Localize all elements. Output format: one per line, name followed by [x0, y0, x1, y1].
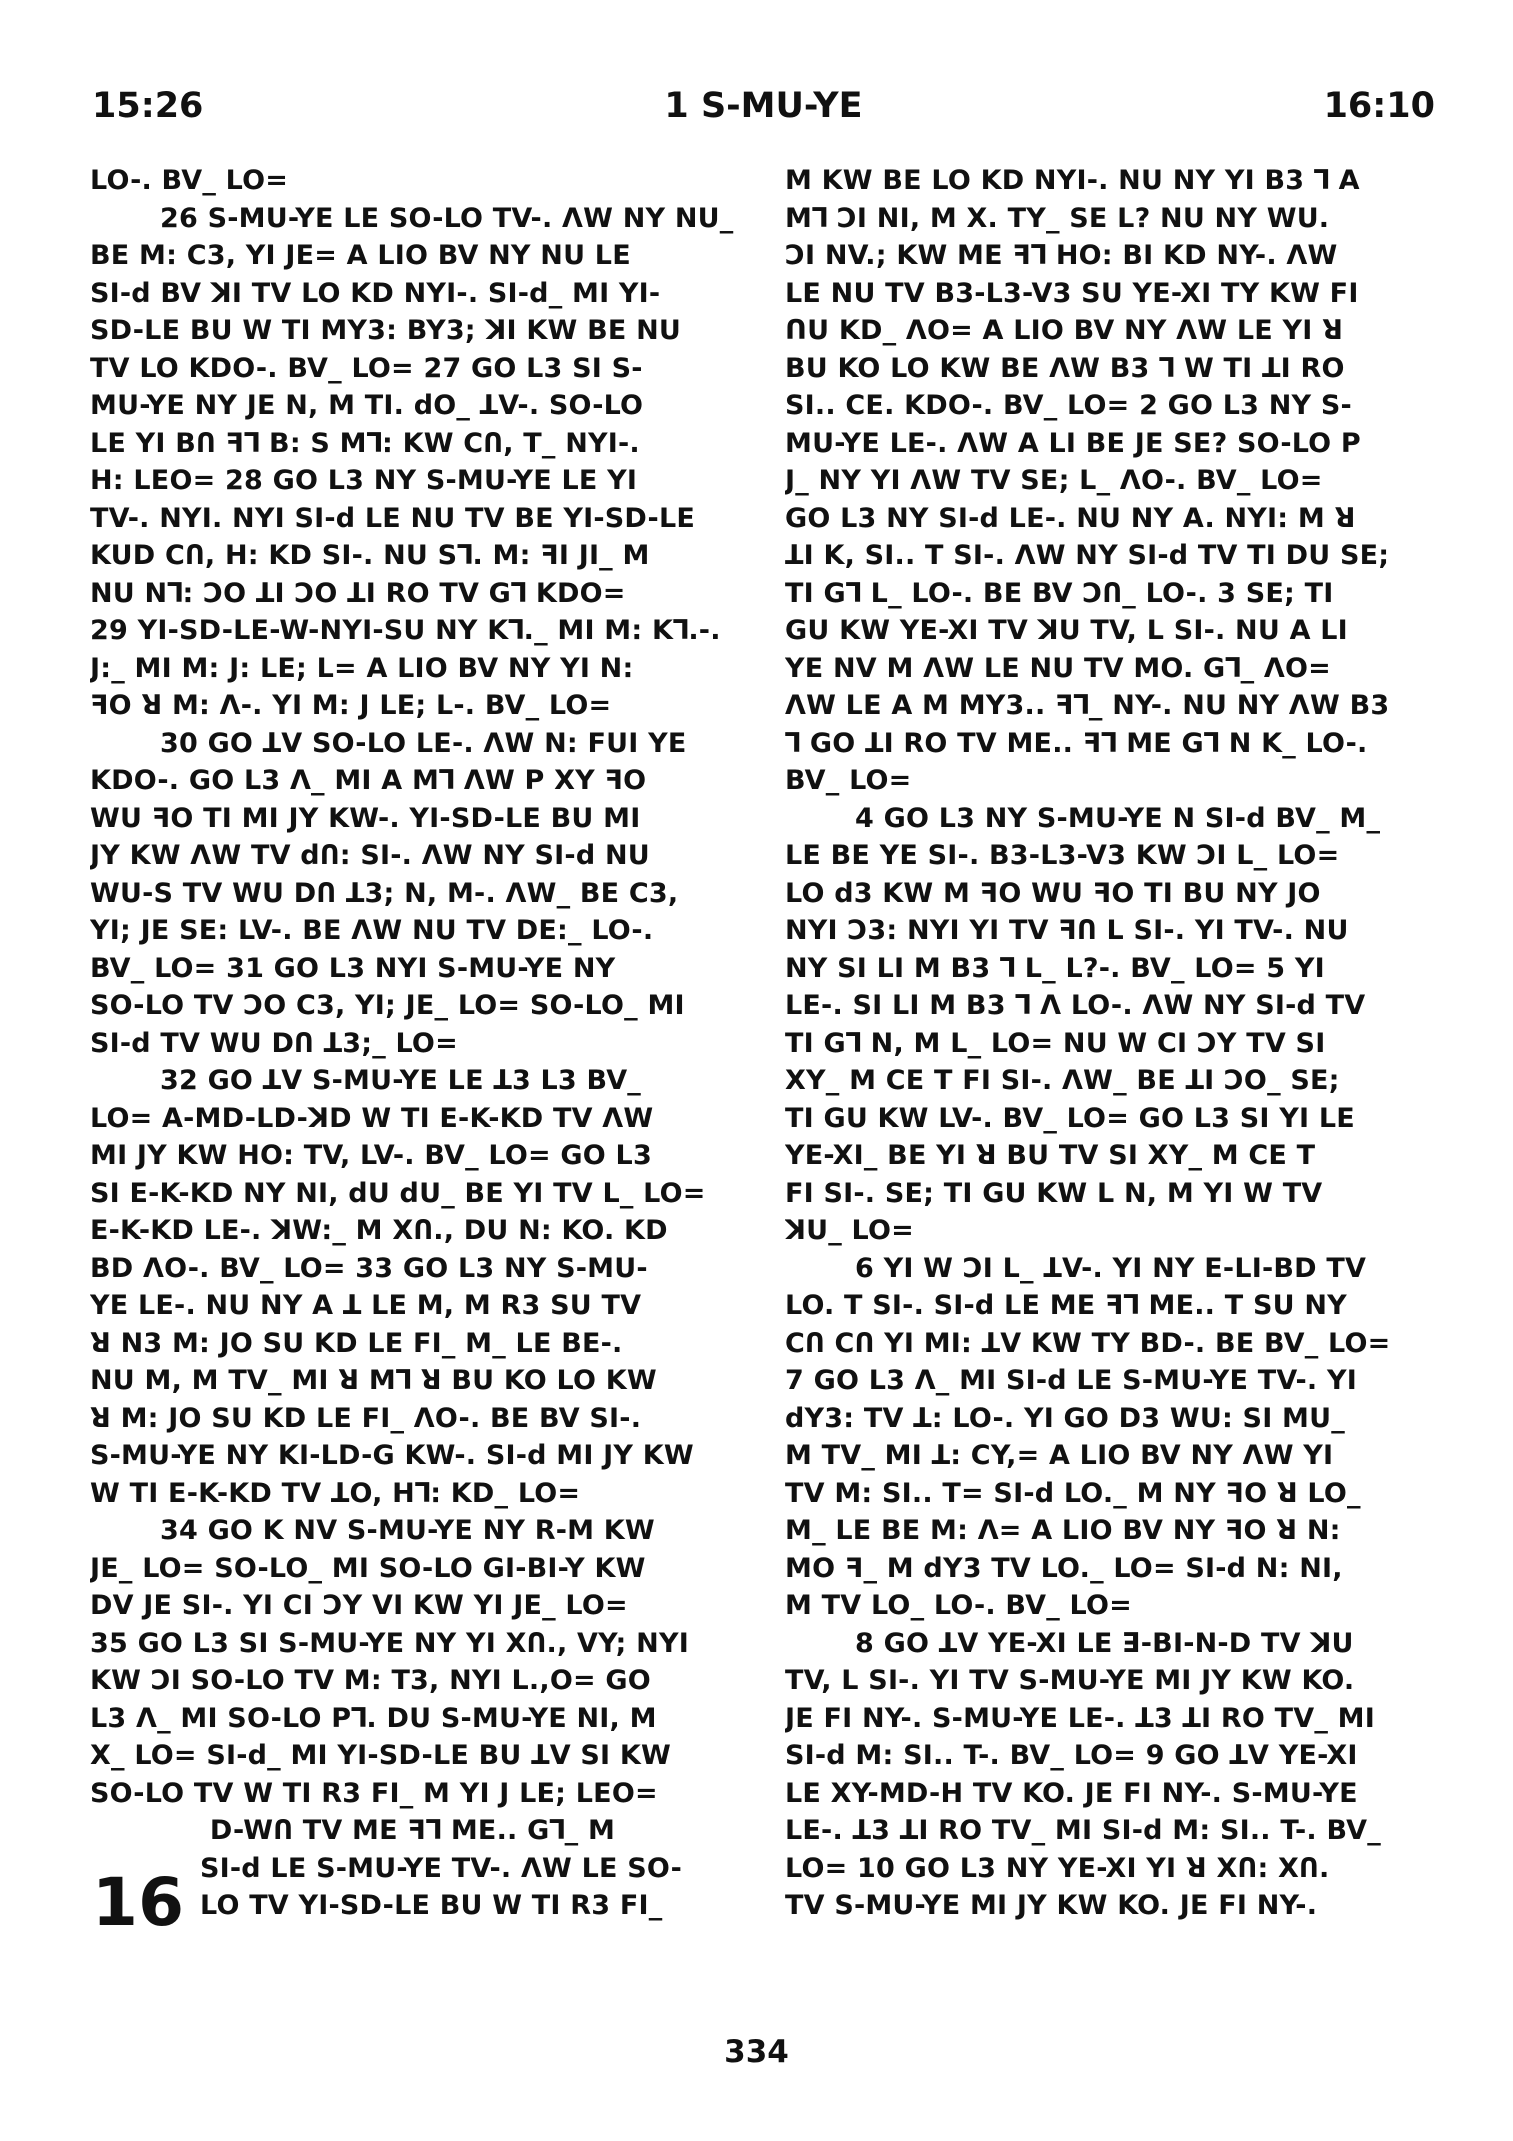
- text-line: DV JE SI-. YI CI ƆY VI KW YI JE_ LO=: [90, 1590, 628, 1621]
- text-line: JY KW ΛW TV dՈ: SI-. ΛW NY SI-d NU: [90, 840, 650, 871]
- text-line: MO ꟻ_ M dY3 TV LO._ LO= SI-d N: NI,: [785, 1552, 1343, 1584]
- text-line: TV-. NYI. NYI SI-d LE NU TV BE YI-SD-LE: [90, 502, 696, 534]
- text-line: ꟻO ꓤ M: Λ-. YI M: J LE; L-. BV_ LO=: [90, 690, 612, 721]
- text-line: ꓘU_ LO=: [785, 1215, 914, 1246]
- text-line: LE BE YE SI-. B3-L3-V3 KW ƆI L_ LO=: [785, 840, 1340, 871]
- text-line: 34 GO K NV S-MU-YE NY R-M KW: [160, 1515, 655, 1546]
- left-column-lines: [90, 162, 735, 1812]
- chapter-start: [90, 1850, 735, 1941]
- text-line: ꓕI K, SI.. T SI-. ΛW NY SI-d TV TI DU SE;: [785, 540, 1390, 571]
- section-heading: D-WՈ TV ME ꟻꓶ ME.. Gꓶ_ M: [209, 1815, 616, 1846]
- text-line: ꓤ M: JO SU KD LE FI_ ΛO-. BE BV SI-.: [90, 1402, 642, 1434]
- text-line: TV M: SI.. T= SI-d LO._ M NY ꟻO ꓤ LO_: [785, 1477, 1361, 1509]
- text-line: SI-d BV ꓘI TV LO KD NYI-. SI-d_ MI YI-: [90, 277, 661, 309]
- text-line: LO d3 KW M ꟻO WU ꟻO TI BU NY JO: [785, 877, 1321, 909]
- chapter-lines: [90, 1850, 735, 1925]
- text-line: Mꓶ ƆI NI, M X. TY_ SE L? NU NY WU.: [785, 202, 1330, 234]
- header-left-reference: 15:26: [92, 86, 204, 126]
- text-line: TV S-MU-YE MI JY KW KO. JE FI NY-.: [785, 1890, 1318, 1921]
- text-line: J_ NY YI ΛW TV SE; L_ ΛO-. BV_ LO=: [785, 465, 1323, 496]
- text-line: M_ LE BE M: Λ= A LIO BV NY ꟻO ꓤ N:: [785, 1515, 1341, 1546]
- text-line: TV, L SI-. YI TV S-MU-YE MI JY KW KO.: [785, 1665, 1355, 1696]
- text-line: M TV_ MI ꓕ: CY,= A LIO BV NY ΛW YI: [785, 1440, 1334, 1471]
- text-line: LO. T SI-. SI-d LE ME ꟻꓶ ME.. T SU NY: [785, 1290, 1347, 1321]
- text-line: SI-d LE S-MU-YE TV-. ΛW LE SO-: [200, 1852, 682, 1884]
- text-line: YE LE-. NU NY A ꓕ LE M, M R3 SU TV: [90, 1290, 642, 1321]
- text-line: LE-. SI LI M B3 ꓶ Λ LO-. ΛW NY SI-d TV: [785, 990, 1366, 1021]
- text-line: YI; JE SE: LV-. BE ΛW NU TV DE:_ LO-.: [90, 915, 654, 946]
- text-line: TV LO KDO-. BV_ LO= 27 GO L3 SI S-: [90, 352, 643, 384]
- text-line: dY3: TV ꓕ: LO-. YI GO D3 WU: SI MU_: [785, 1402, 1345, 1434]
- text-line: BE M: C3, YI JE= A LIO BV NY NU LE: [90, 240, 631, 271]
- text-line: L3 Λ_ MI SO-LO Pꓶ. DU S-MU-YE NI, M: [90, 1702, 657, 1734]
- header-right-reference: 16:10: [1323, 86, 1435, 126]
- text-line: MU-YE LE-. ΛW A LI BE JE SE? SO-LO P: [785, 427, 1361, 459]
- text-line: SO-LO TV ƆO C3, YI; JE_ LO= SO-LO_ MI: [90, 990, 685, 1021]
- page-header: [92, 86, 1435, 136]
- chapter-number: 16: [92, 1863, 185, 1941]
- text-line: NU M, M TV_ MI ꓤ Mꓶ ꓤ BU KO LO KW: [90, 1365, 657, 1396]
- text-line: LE YI BՈ ꟻꓶ B: S Mꓶ: KW CՈ, T_ NYI-.: [90, 427, 640, 459]
- text-line: W TI E-K-KD TV ꓕO, Hꓶ: KD_ LO=: [90, 1477, 581, 1509]
- header-book-title: 1 S-MU-YE: [664, 86, 863, 126]
- text-line: BV_ LO= 31 GO L3 NYI S-MU-YE NY: [90, 952, 616, 984]
- text-line: TI Gꓶ L_ LO-. BE BV ƆՈ_ LO-. 3 SE; TI: [785, 577, 1334, 609]
- text-line: LE-. ꓕ3 ꓕI RO TV_ MI SI-d M: SI.. T-. BV_: [785, 1815, 1381, 1846]
- text-line: LE NU TV B3-L3-V3 SU YE-XI TY KW FI: [785, 277, 1359, 309]
- text-line: 29 YI-SD-LE-W-NYI-SU NY Kꓶ._ MI M: Kꓶ.-.: [90, 615, 721, 646]
- text-line: NU Nꓶ: ƆO ꓕI ƆO ꓕI RO TV Gꓶ KDO=: [90, 577, 626, 609]
- text-line: 32 GO ꓕV S-MU-YE LE ꓕ3 L3 BV_: [160, 1065, 642, 1096]
- text-line: CՈ CՈ YI MI: ꓕV KW TY BD-. BE BV_ LO=: [785, 1327, 1391, 1359]
- text-line: JE FI NY-. S-MU-YE LE-. ꓕ3 ꓕI RO TV_ MI: [785, 1702, 1375, 1734]
- text-line: SI-d M: SI.. T-. BV_ LO= 9 GO ꓕV YE-XI: [785, 1740, 1358, 1771]
- text-line: 8 GO ꓕV YE-XI LE ꓱ-BI-N-D TV ꓘU: [855, 1627, 1354, 1659]
- text-line: LO-. BV_ LO=: [90, 165, 289, 196]
- text-line: E-K-KD LE-. ꓘW:_ M XՈ., DU N: KO. KD: [90, 1215, 668, 1246]
- text-line: X_ LO= SI-d_ MI YI-SD-LE BU ꓕV SI KW: [90, 1740, 672, 1771]
- text-line: J:_ MI M: J: LE; L= A LIO BV NY YI N:: [90, 652, 634, 684]
- text-line: WU-S TV WU DՈ ꓕ3; N, M-. ΛW_ BE C3,: [90, 877, 679, 909]
- text-line: NYI Ɔ3: NYI YI TV ꟻՈ L SI-. YI TV-. NU: [785, 915, 1349, 946]
- right-column: [785, 162, 1430, 1925]
- text-line: BD ΛO-. BV_ LO= 33 GO L3 NY S-MU-: [90, 1252, 648, 1284]
- right-column-lines: [785, 162, 1430, 1925]
- text-line: SD-LE BU W TI MY3: BY3; ꓘI KW BE NU: [90, 315, 682, 346]
- text-line: LE XY-MD-H TV KO. JE FI NY-. S-MU-YE: [785, 1777, 1358, 1809]
- text-line: MU-YE NY JE N, M TI. dO_ ꓕV-. SO-LO: [90, 390, 644, 421]
- left-column: [90, 162, 735, 1941]
- text-line: M KW BE LO KD NYI-. NU NY YI B3 ꓶ A: [785, 165, 1360, 196]
- text-line: YE-XI_ BE YI ꓤ BU TV SI XY_ M CE T: [785, 1140, 1316, 1171]
- text-line: 30 GO ꓕV SO-LO LE-. ΛW N: FUI YE: [160, 727, 687, 759]
- text-line: KW ƆI SO-LO TV M: T3, NYI L.,O= GO: [90, 1665, 651, 1696]
- text-line: ꓶ GO ꓕI RO TV ME.. ꟻꓶ ME Gꓶ N K_ LO-.: [785, 727, 1368, 759]
- text-line: 4 GO L3 NY S-MU-YE N SI-d BV_ M_: [855, 802, 1381, 834]
- text-line: 26 S-MU-YE LE SO-LO TV-. ΛW NY NU_: [160, 202, 734, 234]
- text-line: ꓵU KD_ ΛO= A LIO BV NY ΛW LE YI ꓤ: [785, 315, 1344, 346]
- text-line: SO-LO TV W TI R3 FI_ M YI J LE; LEO=: [90, 1777, 658, 1809]
- text-line: LO= A-MD-LD-ꓘD W TI E-K-KD TV ΛW: [90, 1102, 654, 1134]
- text-line: GO L3 NY SI-d LE-. NU NY A. NYI: M ꓤ: [785, 502, 1356, 534]
- text-line: H: LEO= 28 GO L3 NY S-MU-YE LE YI: [90, 465, 638, 496]
- text-line: KUD CՈ, H: KD SI-. NU Sꓶ. M: ꟻI JI_ M: [90, 540, 650, 571]
- text-line: SI E-K-KD NY NI, dU dU_ BE YI TV L_ LO=: [90, 1177, 706, 1209]
- page-number: 334: [724, 2034, 789, 2070]
- text-line: 35 GO L3 SI S-MU-YE NY YI XՈ., VY; NYI: [90, 1627, 689, 1659]
- text-line: SI-d TV WU DՈ ꓕ3;_ LO=: [90, 1027, 458, 1059]
- text-line: LO= 10 GO L3 NY YE-XI YI ꓤ XՈ: XՈ.: [785, 1852, 1330, 1884]
- text-line: ΛW LE A M MY3.. ꟻꓶ_ NY-. NU NY ΛW B3: [785, 690, 1390, 721]
- text-line: S-MU-YE NY KI-LD-G KW-. SI-d MI JY KW: [90, 1440, 694, 1471]
- text-line: MI JY KW HO: TV, LV-. BV_ LO= GO L3: [90, 1140, 652, 1171]
- text-line: ƆI NV.; KW ME ꟻꓶ HO: BI KD NY-. ΛW: [785, 240, 1338, 271]
- text-line: WU ꟻO TI MI JY KW-. YI-SD-LE BU MI: [90, 802, 641, 834]
- text-line: 6 YI W ƆI L_ ꓕV-. YI NY E-LI-BD TV: [855, 1252, 1367, 1284]
- text-line: GU KW YE-XI TV ꓘU TV, L SI-. NU A LI: [785, 615, 1348, 646]
- text-line: TI GU KW LV-. BV_ LO= GO L3 SI YI LE: [785, 1102, 1355, 1134]
- text-line: BU KO LO KW BE ΛW B3 ꓶ W TI ꓕI RO: [785, 352, 1345, 384]
- text-line: BV_ LO=: [785, 765, 912, 796]
- text-line: SI.. CE. KDO-. BV_ LO= 2 GO L3 NY S-: [785, 390, 1352, 421]
- text-line: NY SI LI M B3 ꓶ L_ L?-. BV_ LO= 5 YI: [785, 952, 1325, 984]
- text-line: 7 GO L3 Λ_ MI SI-d LE S-MU-YE TV-. YI: [785, 1365, 1357, 1396]
- text-line: KDO-. GO L3 Λ_ MI A Mꓶ ΛW P XY ꟻO: [90, 765, 647, 796]
- text-line: ꓤ N3 M: JO SU KD LE FI_ M_ LE BE-.: [90, 1327, 623, 1359]
- text-line: XY_ M CE T FI SI-. ΛW_ BE ꓕI ƆO_ SE;: [785, 1065, 1340, 1096]
- text-line: TI Gꓶ N, M L_ LO= NU W CI ƆY TV SI: [785, 1027, 1326, 1059]
- text-line: YE NV M ΛW LE NU TV MO. Gꓶ_ ΛO=: [785, 652, 1331, 684]
- text-line: FI SI-. SE; TI GU KW L N, M YI W TV: [785, 1177, 1323, 1209]
- text-line: LO TV YI-SD-LE BU W TI R3 FI_: [200, 1890, 663, 1921]
- text-line: M TV LO_ LO-. BV_ LO=: [785, 1590, 1132, 1621]
- text-line: JE_ LO= SO-LO_ MI SO-LO GI-BI-Y KW: [90, 1552, 646, 1584]
